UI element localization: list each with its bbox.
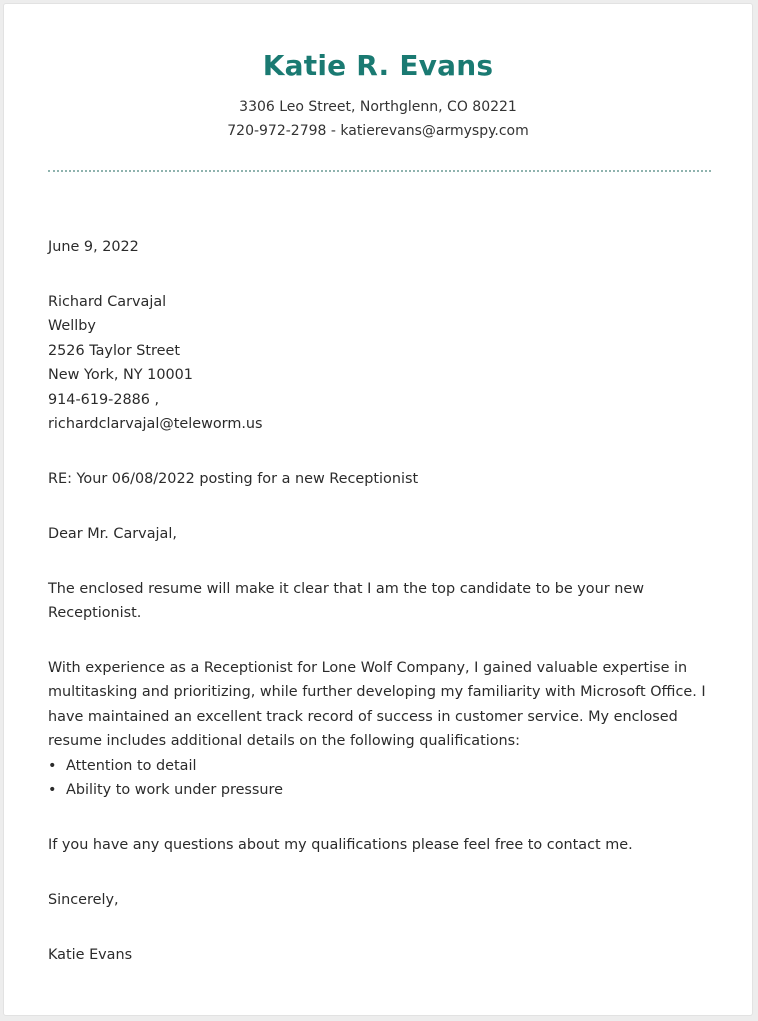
sender-address: 3306 Leo Street, Northglenn, CO 80221 bbox=[239, 99, 517, 115]
subject-line: RE: Your 06/08/2022 posting for a new Receptionist bbox=[48, 470, 419, 487]
salutation: Dear Mr. Carvajal, bbox=[48, 525, 177, 542]
list-item-text: Attention to detail bbox=[66, 757, 197, 774]
sender-contact: 720-972-2798 - katierevans@armyspy.com bbox=[227, 123, 529, 139]
recipient-block bbox=[48, 290, 718, 436]
closing: Sincerely, bbox=[48, 891, 119, 908]
header-divider bbox=[48, 170, 711, 172]
qualifications-list bbox=[48, 754, 718, 803]
sender-name: Katie R. Evans bbox=[262, 49, 494, 82]
recipient-street: 2526 Taylor Street bbox=[48, 342, 180, 359]
recipient-city: New York, NY 10001 bbox=[48, 367, 193, 384]
list-item-text: Ability to work under pressure bbox=[66, 782, 284, 798]
letter-date: June 9, 2022 bbox=[48, 239, 139, 255]
recipient-email: richardclarvajal@teleworm.us bbox=[48, 415, 263, 432]
letter-body bbox=[48, 235, 718, 967]
bullet-icon: • bbox=[48, 757, 57, 774]
recipient-company: Wellby bbox=[48, 318, 96, 335]
recipient-phone: 914-619-2886 , bbox=[48, 391, 160, 408]
paragraph-intro: The enclosed resume will make it clear that I am the top candidate to be your new Receptionist. bbox=[48, 580, 644, 622]
list-item bbox=[48, 778, 718, 802]
recipient-name: Richard Carvajal bbox=[48, 293, 167, 310]
letter-page bbox=[3, 3, 753, 1016]
bullet-icon: • bbox=[48, 782, 57, 798]
paragraph-closing: If you have any questions about my qualifications please feel free to contact me. bbox=[48, 836, 633, 853]
paragraph-experience: With experience as a Receptionist for Lone Wolf Company, I gained valuable expertise in multitasking and prioritizing, while further developing my familiarity with Microsoft Office. I have maintained an excellent track record of success in customer service. My enclosed resume includes additional details on the following qualifications: bbox=[48, 659, 706, 750]
list-item bbox=[48, 754, 718, 778]
signature: Katie Evans bbox=[48, 946, 133, 963]
